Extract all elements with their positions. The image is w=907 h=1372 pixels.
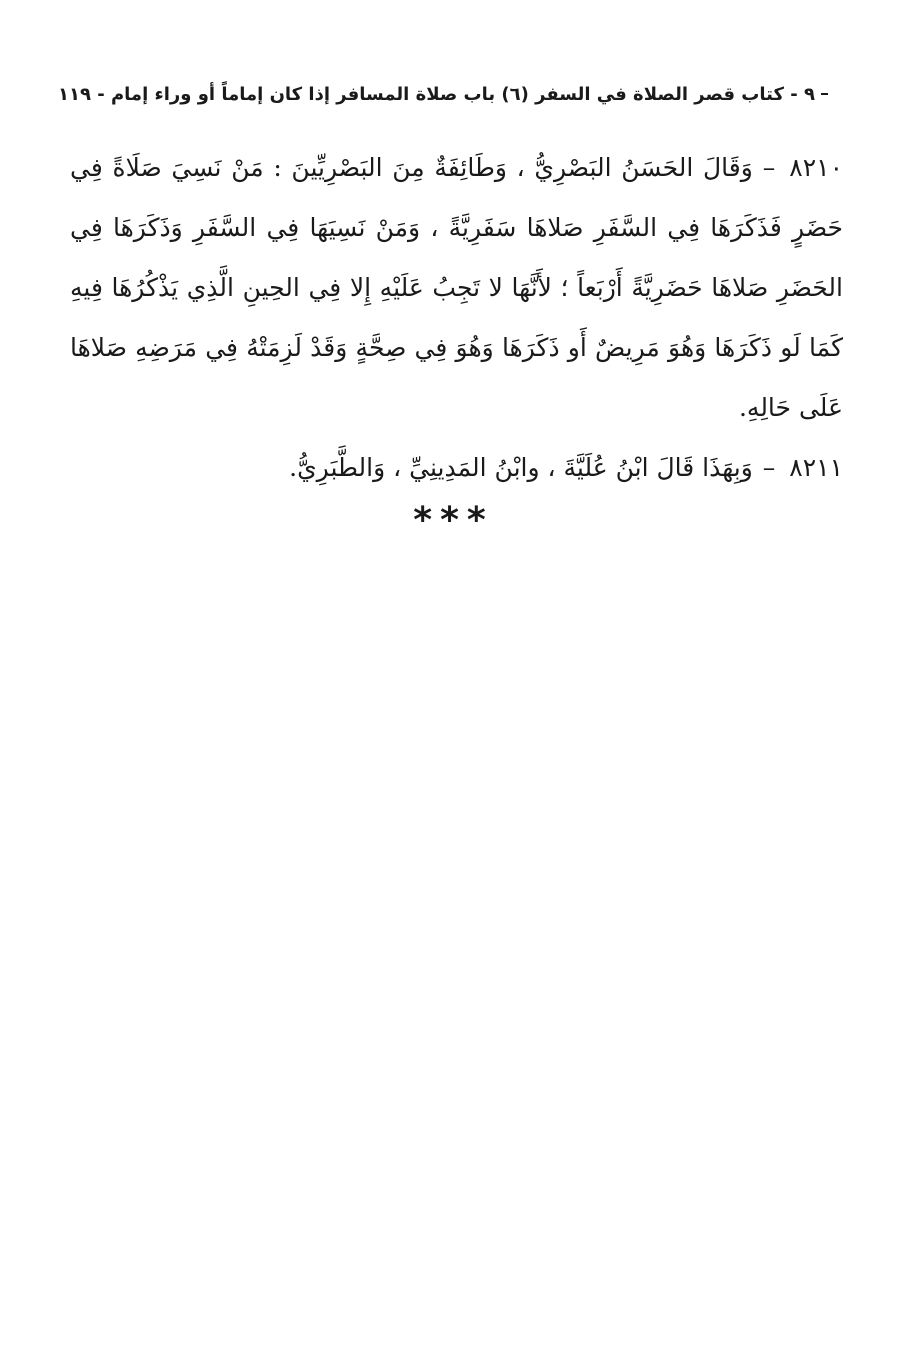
paragraph-text: وَبِهَذَا قَالَ ابْنُ عُلَيَّةَ ، وابْنُ المَدِينِيِّ ، وَالطَّبَرِيُّ. — [289, 453, 753, 482]
section-end-ornament: *** — [413, 500, 494, 541]
paragraph-number: ٨٢١٠ — [789, 153, 843, 182]
paragraph-number: ٨٢١١ — [789, 453, 843, 482]
running-header — [58, 74, 828, 114]
paragraph-dash: – — [762, 453, 776, 482]
paragraph-dash: – — [762, 153, 776, 182]
paragraph-8210 — [70, 138, 843, 438]
running-title: ٩ - كتاب قصر الصلاة في السفر (٦) باب صلاة المسافر إذا كان إماماً أو وراء إمام - ١١٩ — [58, 83, 815, 105]
main-text — [70, 138, 843, 498]
paragraph-text: وَقَالَ الحَسَنُ البَصْرِيُّ ، وَطَائِفَةٌ مِنَ البَصْرِيِّينَ : مَنْ نَسِيَ صَلَاةً فِي حَضَرٍ فَذَكَرَهَا فِي السَّفَرِ صَلاهَا سَفَرِيَّةً ، وَمَنْ نَسِيَهَا فِي السَّفَرِ وَذَكَرَهَا فِي الحَضَرِ صَلاهَا حَضَرِيَّةً أَرْبَعاً ؛ لأَنَّهَا لا تَجِبُ عَلَيْهِ إِلا فِي الحِينِ الَّذِي يَذْكُرُهَا فِيهِ كَمَا لَو ذَكَرَهَا وَهُوَ مَرِيضٌ أَو ذَكَرَهَا وَهُوَ فِي صِحَّةٍ وَقَدْ لَزِمَتْهُ فِي مَرَضِهِ صَلاهَا عَلَى حَالِهِ. — [70, 153, 843, 422]
paragraph-8211 — [70, 438, 843, 498]
header-rule — [821, 93, 828, 95]
